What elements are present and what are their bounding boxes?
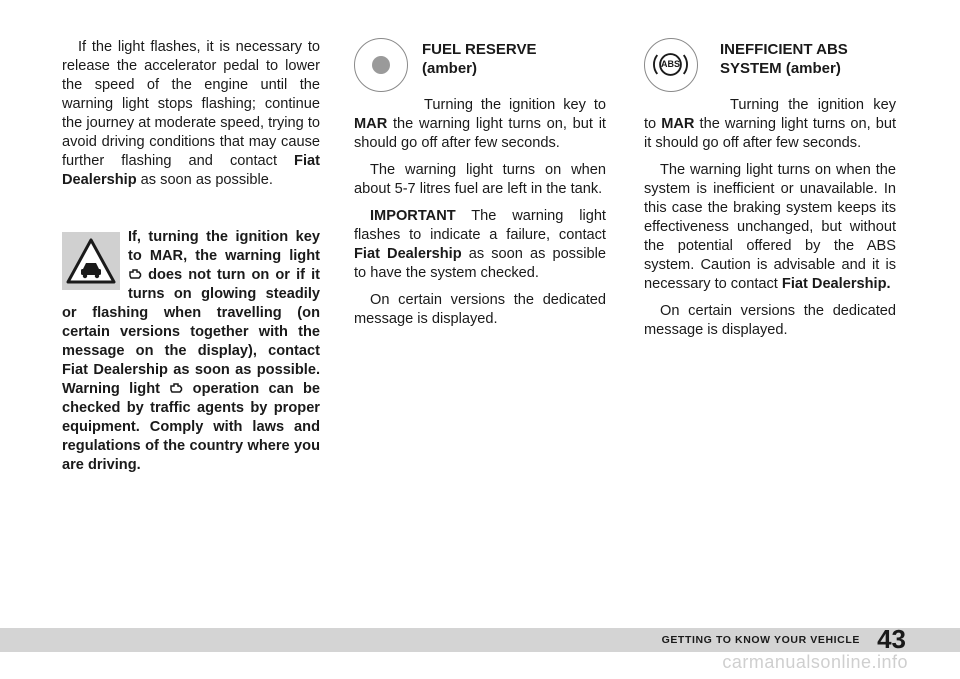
flashing-paragraph: If the light flashes, it is necessary to release the accelerator pedal to lower the speed of the engine until the warning light stops flashing; continue the journey at moderate speed, trying to avoid driving conditions that may cause further flashing and contact Fiat Dealership as soon as possible. bbox=[62, 39, 320, 188]
fuel-paragraph-2: The warning light turns on when about 5-7 litres fuel are left in the tank. bbox=[354, 162, 606, 197]
page-number: 43 bbox=[877, 624, 906, 654]
warning-block bbox=[62, 228, 320, 475]
engine-check-icon bbox=[169, 382, 183, 394]
abs-paragraph-2: The warning light turns on when the system is inefficient or unavailable. In this case the braking system keeps its effectiveness unchanged, but without the potential offered by the ABS system. Caution is advisable and it is necessary to contact Fiat Dealership. bbox=[644, 162, 896, 292]
engine-check-icon bbox=[128, 268, 142, 280]
dealership-ref: Fiat Dealership bbox=[62, 153, 320, 188]
fuel-paragraph-3: IMPORTANT The warning light flashes to indicate a failure, contact Fiat Dealership as soon as possible to have the system checked. bbox=[354, 208, 606, 281]
fuel-reserve-icon bbox=[354, 38, 408, 92]
warning-triangle-car-icon bbox=[62, 232, 120, 290]
abs-paragraph-1: Turning the ignition key to MAR the warning light turns on, but it should go off after few seconds. bbox=[644, 97, 896, 151]
column-3 bbox=[644, 38, 896, 348]
column-1 bbox=[62, 38, 320, 198]
abs-title: INEFFICIENT ABS SYSTEM (amber) bbox=[720, 41, 848, 77]
fuel-paragraph-1: Turning the ignition key to MAR the warning light turns on, but it should go off after few seconds. bbox=[354, 97, 606, 151]
warning-text: If, turning the ignition key to MAR, the warning light does not turn on or if it turns on glowing steadily or flashing when travelling (on certain versions together with the message on the display), contact Fiat Dealership as soon as possible. Warning light operation can be checked by traffic agents by proper equipment. Comply with laws and regulations of the country where you are driving. bbox=[62, 229, 321, 473]
abs-heading bbox=[644, 38, 896, 96]
abs-icon: ABS bbox=[644, 38, 698, 92]
section-title: GETTING TO KNOW YOUR VEHICLE bbox=[661, 634, 860, 646]
fuel-reserve-title: FUEL RESERVE (amber) bbox=[422, 41, 537, 77]
column-2 bbox=[354, 38, 606, 337]
fuel-reserve-heading bbox=[354, 38, 606, 96]
footer-bar bbox=[0, 624, 960, 654]
watermark: carmanualsonline.info bbox=[722, 652, 908, 672]
fuel-paragraph-4: On certain versions the dedicated message is displayed. bbox=[354, 292, 606, 327]
abs-paragraph-3: On certain versions the dedicated message is displayed. bbox=[644, 303, 896, 338]
